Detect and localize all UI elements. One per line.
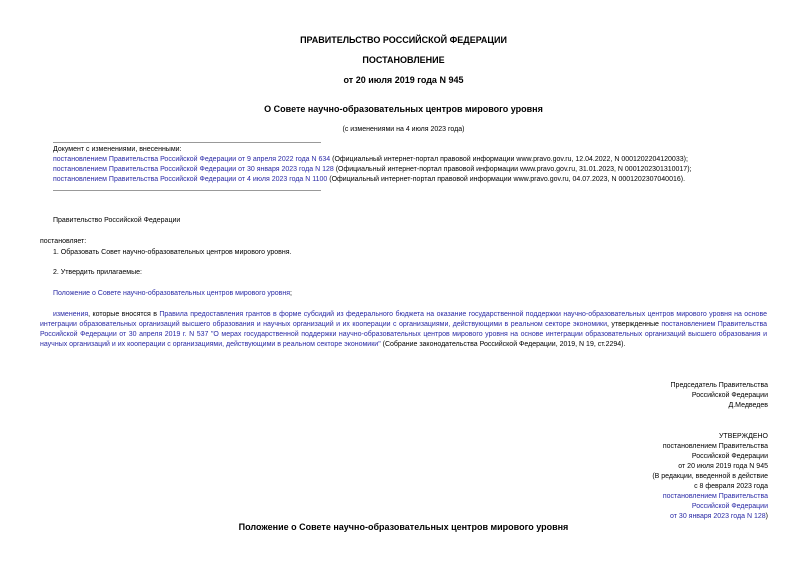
approval-title: УТВЕРЖДЕНО (718, 433, 768, 440)
amendment-link[interactable]: постановлением Правительства Российской Федерации от 9 апреля 2022 года N 634 (53, 156, 331, 163)
amendments-intro: Документ с изменениями, внесенными: (53, 146, 182, 153)
approval-link[interactable]: постановлением Правительства (662, 493, 768, 500)
changes-mid: , которые вносятся в (88, 311, 160, 318)
regulation-item (53, 289, 292, 299)
approval-close: ) (765, 513, 768, 520)
resolves-text: постановляет: (40, 238, 87, 245)
signature-name: Д.Медведев (728, 402, 768, 409)
changes-link[interactable]: изменения (53, 311, 89, 318)
approval-line: (В редакции, введенной в действие (652, 473, 768, 480)
amendment-item (53, 155, 773, 165)
amendment-source: (Официальный интернет-портал правовой информации www.pravo.gov.ru, 04.07.2023, N 0001202307040016). (327, 176, 686, 183)
document-type: ПОСТАНОВЛЕНИЕ (362, 55, 445, 65)
approval-line: Российской Федерации (691, 453, 768, 460)
approval-link[interactable]: от 30 января 2023 года N 128 (670, 513, 766, 520)
clause-2: 2. Утвердить прилагаемые: (53, 269, 142, 276)
signature-title: Председатель Правительства (670, 382, 768, 389)
amendment-source: (Официальный интернет-портал правовой информации www.pravo.gov.ru, 12.04.2022, N 0001202204120033); (330, 156, 688, 163)
approval-line: от 20 июля 2019 года N 945 (678, 463, 768, 470)
regulation-heading: Положение о Совете научно-образовательных центров мирового уровня (238, 522, 569, 532)
clause-1: 1. Образовать Совет научно-образовательных центров мирового уровня. (53, 249, 292, 256)
amendment-link[interactable]: постановлением Правительства Российской Федерации от 4 июля 2023 года N 1100 (53, 176, 328, 183)
changes-paragraph (40, 310, 767, 350)
signature-org: Российской Федерации (691, 392, 768, 399)
approval-block (560, 432, 768, 522)
amendment-source: (Официальный интернет-портал правовой информации www.pravo.gov.ru, 31.01.2023, N 0001202301310017); (333, 166, 692, 173)
citation-text: (Собрание законодательства Российской Федерации, 2019, N 19, ст.2294). (380, 341, 626, 348)
rules-link[interactable]: Правила предоставления грантов в форме субсидий из федерального бюджета на оказание государственной поддержки научно-образовательных центров мирового уровня на основе интеграции образовательных организаций высшего образования и научных организаций и их кооперации с организациями, действующими в реальном секторе экономики (40, 311, 767, 328)
approval-line: с 8 февраля 2023 года (694, 483, 768, 490)
government-heading: ПРАВИТЕЛЬСТВО РОССИЙСКОЙ ФЕДЕРАЦИИ (300, 35, 507, 45)
regulation-link[interactable]: Положение о Совете научно-образовательных центров мирового уровня (53, 290, 290, 297)
document-date-number: от 20 июля 2019 года N 945 (343, 75, 464, 85)
amendment-item (53, 175, 773, 185)
authority-text: Правительство Российской Федерации (53, 217, 181, 224)
signature-block (560, 381, 768, 411)
approval-line: постановлением Правительства (662, 443, 768, 450)
amendment-item (53, 165, 773, 175)
amendments-block (53, 145, 773, 185)
approved-text: , утвержденные (607, 321, 662, 328)
amendment-link[interactable]: постановлением Правительства Российской Федерации от 30 января 2023 года N 128 (53, 166, 334, 173)
decree-link[interactable]: постановлением Правительства Российской Федерации от 30 апреля 2019 г. N 537 "О мерах государственной поддержки научно-образовательных центров мирового уровня на основе интеграции образовательных организаций высшего образования и научных организаций и их кооперации с организациями, действующими в реальном секторе экономики" (40, 321, 767, 348)
divider-bottom (53, 190, 321, 191)
page-title: О Совете научно-образовательных центров мирового уровня (264, 104, 543, 114)
divider-top (53, 142, 321, 143)
regulation-tail: ; (290, 290, 292, 297)
approval-link[interactable]: Российской Федерации (691, 503, 768, 510)
revision-note: (с изменениями на 4 июля 2023 года) (342, 126, 465, 133)
